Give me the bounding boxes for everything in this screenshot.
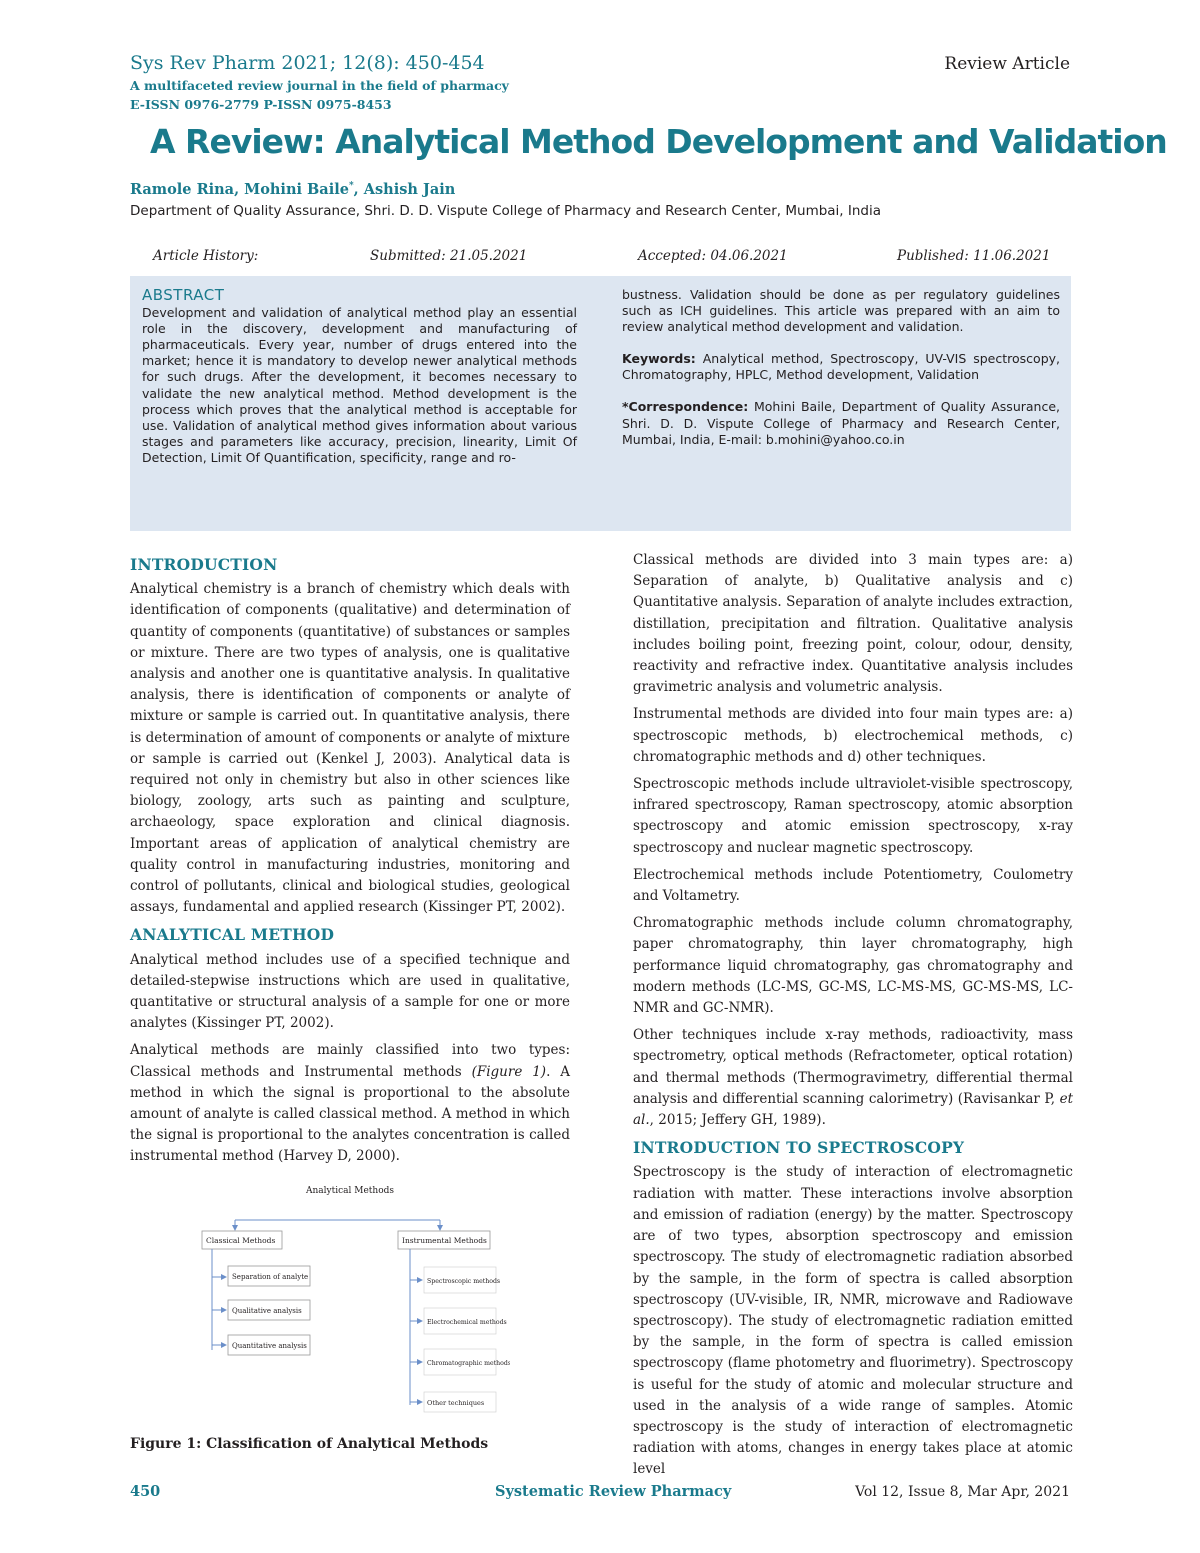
paragraph: Chromatographic methods include column chromatography, paper chromatography, thin layer chromatography, high performance liquid chromatography, gas chromatography and modern methods (LC-MS, GC-MS, LC-MS-MS, GC-MS-MS, LC-NMR and GC-NMR). — [633, 915, 1073, 1017]
body-left-column — [130, 550, 570, 1174]
classical-item: Qualitative analysis — [232, 1307, 302, 1315]
paragraph: Electrochemical methods include Potentiometry, Coulometry and Voltametry. — [633, 866, 1073, 905]
classical-label: Classical Methods — [206, 1236, 276, 1245]
paragraph: Classical methods are divided into 3 main types are: a) Separation of analyte, b) Qualitative analysis and c) Quantitative analysis. Separation of analyte includes extraction, distillation, precipitation and filtration. Qualitative analysis includes boiling point, freezing point, colour, odour, density, reactivity and refractive index. Quantitative analysis includes gravimetric analysis and volumetric analysis. — [633, 552, 1073, 696]
et-al: et al. — [633, 1090, 1073, 1129]
paragraph-text: , 2015; Jeffery GH, 1989). — [649, 1112, 826, 1129]
diagram-title: Analytical Methods — [305, 1186, 395, 1196]
correspondence-text: Mohini Baile, Department of Quality Assurance, Shri. D. D. Vispute College of Pharmacy and Research Center, Mumbai, India, E-mail: b.mohini@yahoo.co.in — [622, 399, 1061, 447]
figure-caption: Figure 1: Classification of Analytical Methods — [130, 1436, 489, 1452]
footer-volume: Vol 12, Issue 8, Mar Apr, 2021 — [855, 1484, 1070, 1500]
keywords-list: Analytical method, Spectroscopy, UV-VIS spectroscopy, Chromatography, HPLC, Method development, Validation — [622, 351, 1060, 383]
correspondence-label: *Correspondence: — [622, 399, 749, 415]
paragraph: Analytical chemistry is a branch of chemistry which deals with identification of components (qualitative) and determination of quantity of components (quantitative) of substances or samples or mixture. There are two types of analysis, one is qualitative analysis and another one is quantitative analysis. In qualitative analysis, there is identification of components or analyte of mixture or sample is carried out. In quantitative analysis, there is determination of amount of components or analyte of mixture or sample is carried out (Kenkel J, 2003). Analytical data is required not only in chemistry but also in other sciences like biology, zoology, arts such as painting and sculpture, archaeology, space exploration and clinical diagnosis. Important areas of application of analytical chemistry are quality control in manufacturing industries, monitoring and control of pollutants, clinical and biological studies, geological assays, fundamental and applied research (Kissinger PT, 2002). — [130, 581, 570, 916]
abstract-text-continued: bustness. Validation should be done as per regulatory guidelines such as ICH guidelines. This article was prepared with an aim to review analytical method development and validation. — [622, 287, 1060, 335]
history-published: Published: 11.06.2021 — [897, 248, 1051, 264]
abstract-text: Development and validation of analytical method play an essential role in the discovery, development and manufacturing of pharmaceuticals. Every year, number of drugs entered into the market; hence it is mandatory to develop newer analytical methods for such drugs. After the development, it becomes necessary to validate the new analytical method. Method development is the process which proves that the analytical method is acceptable for use. Validation of analytical method gives information about various stages and parameters like accuracy, precision, linearity, Limit Of Detection, Limit Of Quantification, specificity, range and ro- — [142, 305, 577, 465]
history-submitted: Submitted: 21.05.2021 — [370, 248, 528, 264]
instrumental-item: Spectroscopic methods — [427, 1278, 501, 1285]
keywords-label: Keywords: — [622, 351, 696, 367]
paragraph — [633, 1025, 1073, 1131]
page-number: 450 — [130, 1483, 161, 1500]
footer-journal: Systematic Review Pharmacy — [495, 1483, 732, 1500]
keywords — [622, 351, 1060, 383]
paragraph: Analytical method includes use of a specified technique and detailed-stepwise instructions which are used in qualitative, quantitative or structural analysis of a sample for one or more analytes (Kissinger PT, 2002). — [130, 951, 570, 1032]
paragraph: Instrumental methods are divided into four main types are: a) spectroscopic methods, b) electrochemical methods, c) chromatographic methods and d) other techniques. — [633, 706, 1073, 765]
abstract-heading: ABSTRACT — [142, 286, 225, 304]
history-label: Article History: — [153, 248, 259, 264]
author-list — [130, 181, 455, 198]
section-heading-introduction: INTRODUCTION — [130, 555, 278, 574]
journal-subtitle: A multifaceted review journal in the field of pharmacy — [130, 78, 509, 93]
paragraph: Spectroscopy is the study of interaction of electromagnetic radiation with matter. These interactions involve absorption and emission of radiation (energy) by the matter. Spectroscopy are of two types, absorption spectroscopy and emission spectroscopy. The study of electromagnetic radiation absorbed by the sample, in the form of spectra is called absorption spectroscopy (UV-visible, IR, NMR, microwave and Radiowave spectroscopy). The study of electromagnetic radiation emitted by the sample, in the form of spectra is called emission spectroscopy (flame photometry and fluorimetry). Spectroscopy is useful for the study of atomic and molecular structure and used in the analysis of a wide range of samples. Atomic spectroscopy is the study of interaction of electromagnetic radiation with atoms, changes in energy takes place at atomic level — [633, 1164, 1073, 1478]
authors-last: , Ashish Jain — [353, 181, 456, 198]
instrumental-item: Electrochemical methods — [427, 1319, 507, 1326]
classification-diagram — [190, 1180, 510, 1420]
abstract-right-column — [622, 287, 1060, 464]
journal-citation: Sys Rev Pharm 2021; 12(8): 450-454 — [130, 52, 485, 74]
paragraph — [130, 1040, 570, 1167]
corresponding-mark: * — [348, 181, 354, 192]
instrumental-item: Chromatographic methods — [427, 1360, 510, 1367]
paragraph: Spectroscopic methods include ultraviolet-visible spectroscopy, infrared spectroscopy, Raman spectroscopy, atomic absorption spectroscopy and atomic emission spectroscopy, x-ray spectroscopy and nuclear magnetic spectroscopy. — [633, 776, 1073, 856]
classical-item: Quantitative analysis — [232, 1342, 307, 1350]
instrumental-item: Other techniques — [427, 1399, 485, 1407]
instrumental-label: Instrumental Methods — [402, 1236, 487, 1245]
figure-reference: (Figure 1) — [471, 1063, 547, 1080]
article-title: A Review: Analytical Method Development and Validation — [150, 122, 1167, 161]
classical-item: Separation of analyte — [232, 1273, 309, 1281]
section-heading-analytical-method: ANALYTICAL METHOD — [130, 925, 335, 945]
affiliation: Department of Quality Assurance, Shri. D. D. Vispute College of Pharmacy and Research Center, Mumbai, India — [130, 203, 882, 219]
journal-issn: E-ISSN 0976-2779 P-ISSN 0975-8453 — [130, 97, 392, 112]
article-type: Review Article — [944, 54, 1070, 74]
correspondence — [622, 399, 1060, 447]
abstract-left-column — [142, 287, 577, 466]
paragraph-text: Other techniques include x-ray methods, radioactivity, mass spectrometry, optical methods (Refractometer, optical rotation) and thermal methods (Thermogravimetry, differential thermal analysis and differential scanning calorimetry) (Ravisankar P, — [633, 1027, 1073, 1107]
paragraph-text: . A method in which the signal is proportional to the absolute amount of analyte is called classical method. A method in which the signal is proportional to the analytes concentration is called instrumental method (Harvey D, 2000). — [130, 1063, 570, 1165]
section-heading-spectroscopy: INTRODUCTION TO SPECTROSCOPY — [633, 1138, 965, 1158]
figure-classification — [190, 1180, 510, 1420]
authors-first: Ramole Rina, Mohini Baile — [130, 181, 349, 198]
paragraph-text: Analytical methods are mainly classified into two types: Classical methods and Instrumental methods — [130, 1042, 570, 1080]
history-accepted: Accepted: 04.06.2021 — [638, 248, 788, 264]
body-right-column — [633, 550, 1073, 1487]
